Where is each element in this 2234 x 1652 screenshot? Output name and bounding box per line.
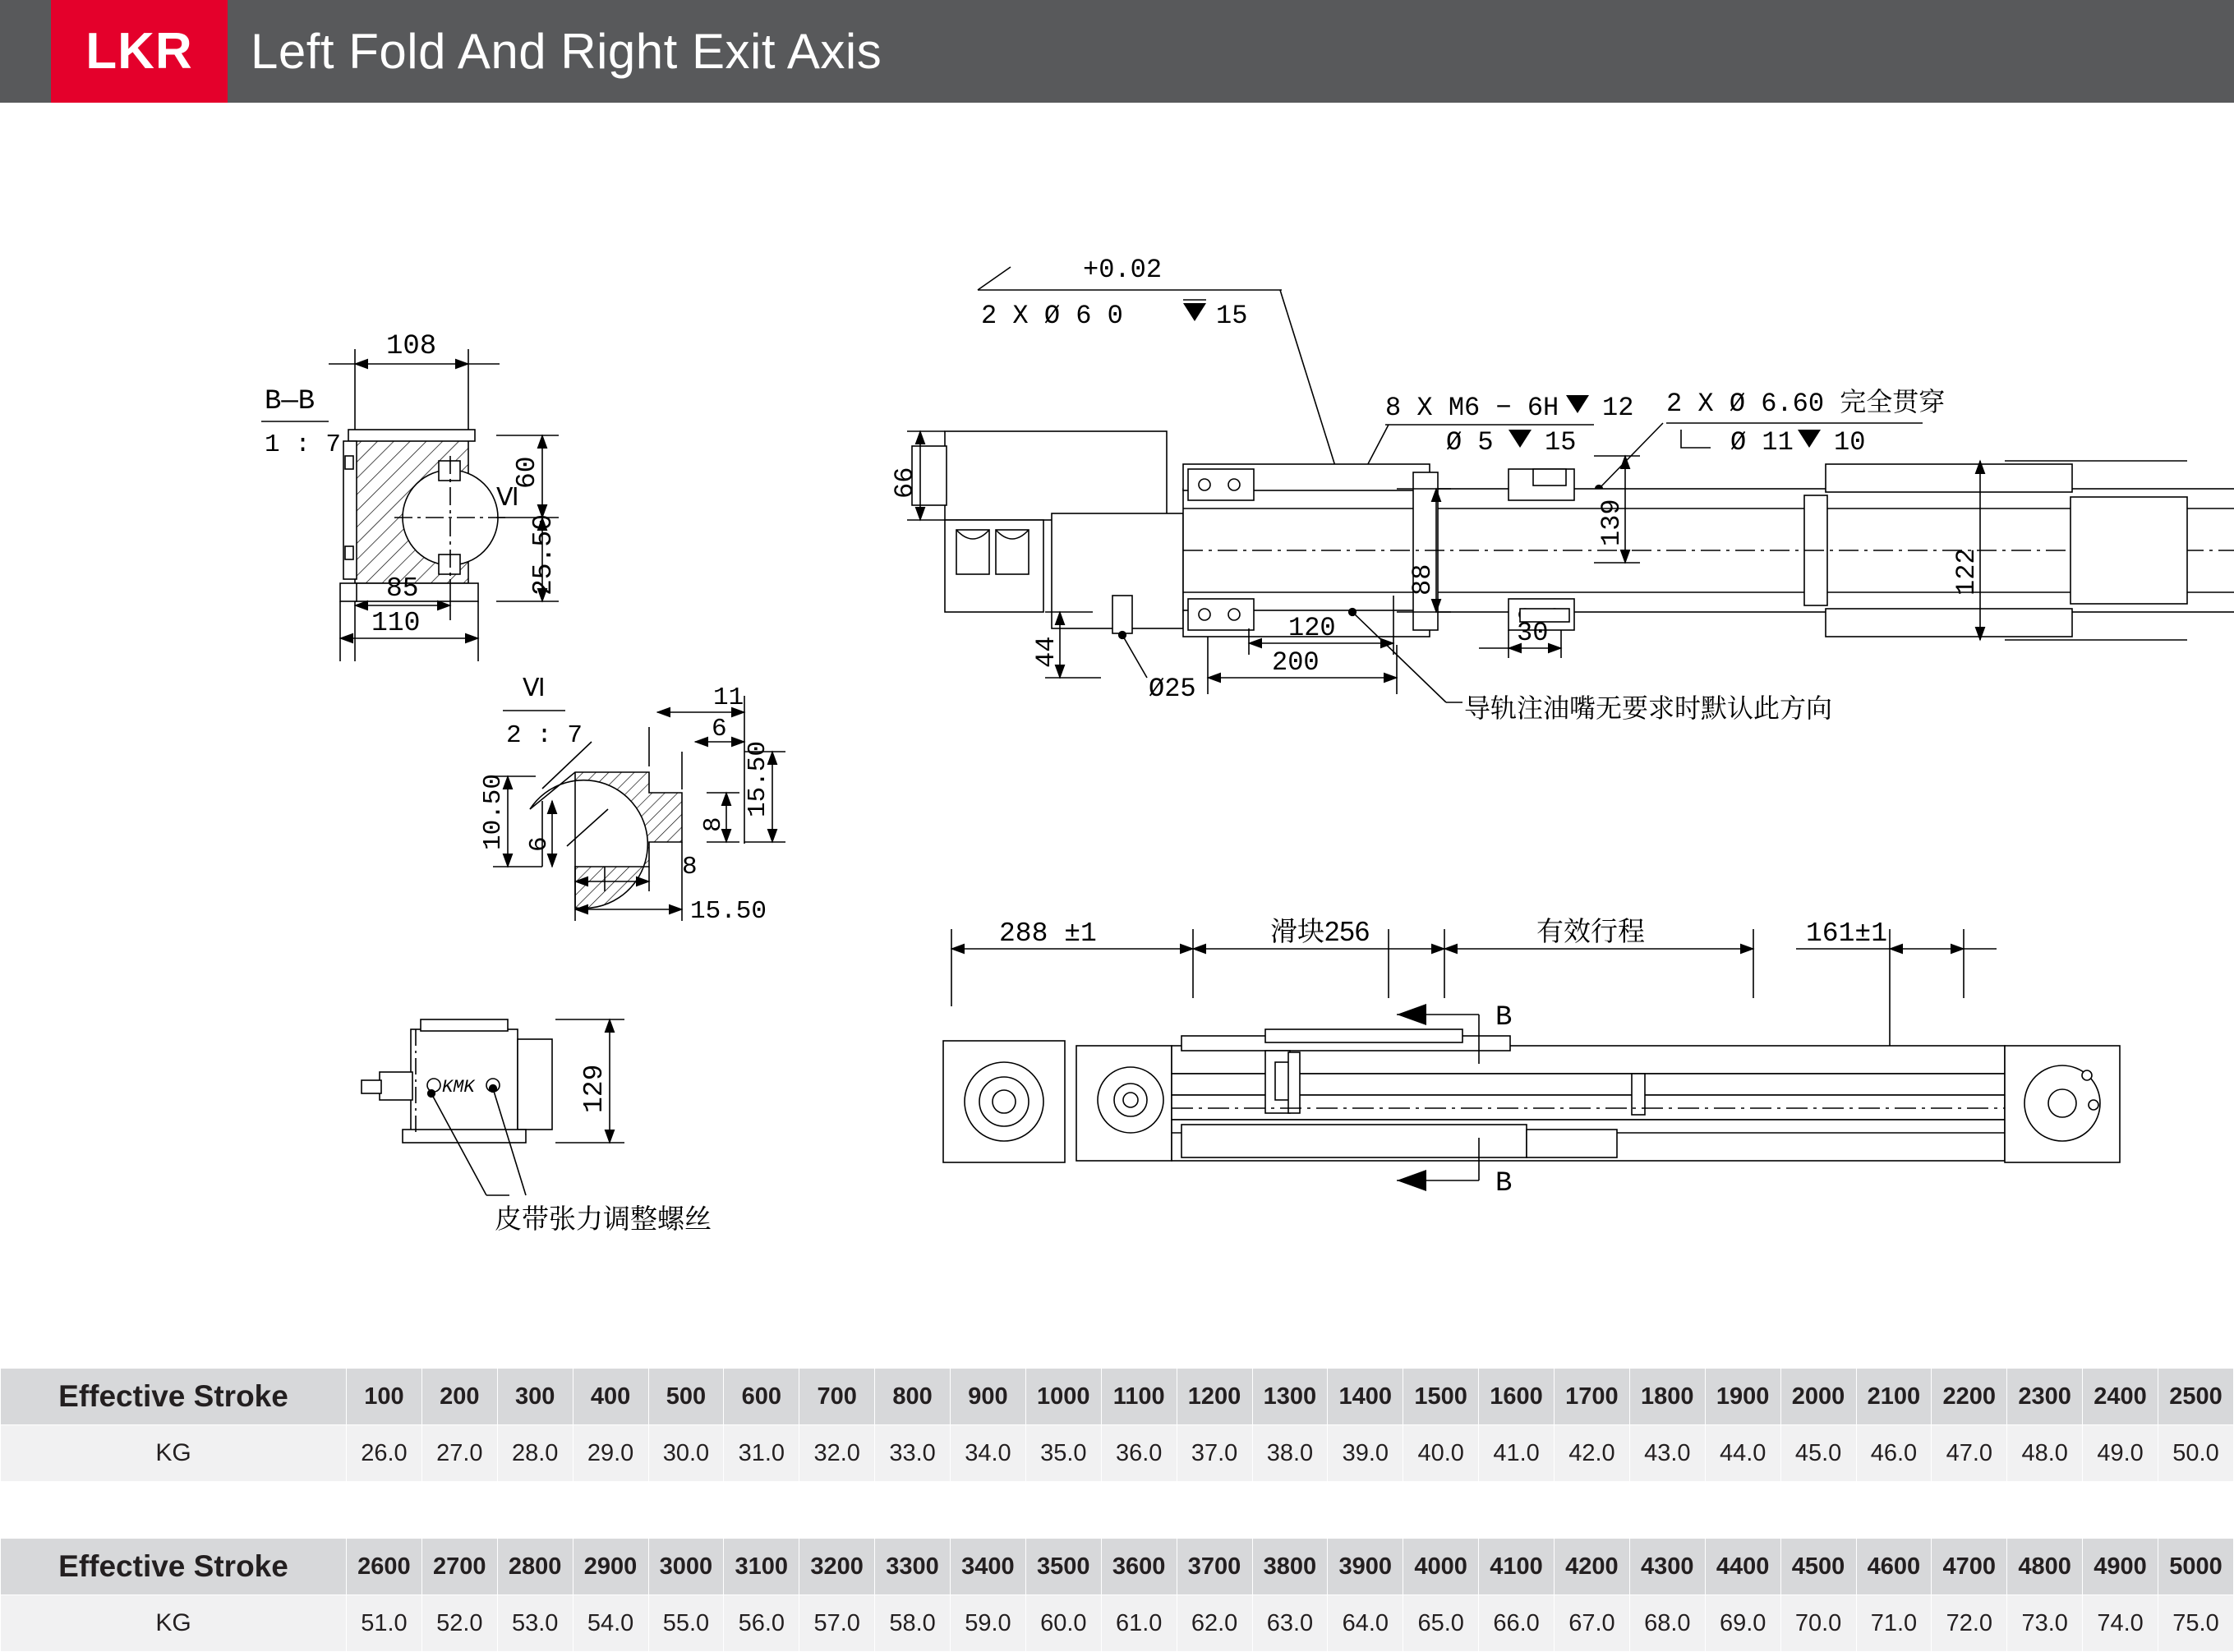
- kg-cell: 39.0: [1328, 1425, 1403, 1482]
- drawing-canvas: [0, 103, 2234, 1306]
- kg-cell: 31.0: [724, 1425, 799, 1482]
- stroke-cell: 2100: [1856, 1369, 1932, 1425]
- grease-direction-note: 导轨注油嘴无要求时默认此方向: [1464, 693, 1833, 723]
- stroke-cell: 3100: [724, 1539, 799, 1595]
- table-row-stroke-2: [1, 1539, 2234, 1595]
- stroke-cell: 4700: [1932, 1539, 2007, 1595]
- stroke-cell: 100: [347, 1369, 422, 1425]
- kg-cell: 44.0: [1705, 1425, 1780, 1482]
- stroke-cell: 2500: [2158, 1369, 2234, 1425]
- kg-cell: 75.0: [2158, 1595, 2234, 1652]
- kg-cell: 63.0: [1252, 1595, 1328, 1652]
- kg-cell: 46.0: [1856, 1425, 1932, 1482]
- kg-cell: 34.0: [951, 1425, 1026, 1482]
- stroke-cell: 5000: [2158, 1539, 2234, 1595]
- dim-88: 88: [1407, 564, 1438, 596]
- kg-cell: 70.0: [1780, 1595, 1856, 1652]
- dim-1550b: 15.50: [690, 897, 767, 926]
- dim-108: 108: [386, 331, 437, 362]
- stroke-cell: 3200: [799, 1539, 875, 1595]
- kg-cell: 52.0: [421, 1595, 497, 1652]
- kg-cell: 32.0: [799, 1425, 875, 1482]
- stroke-cell: 2600: [347, 1539, 422, 1595]
- dim-139: 139: [1596, 499, 1627, 546]
- kg-cell: 38.0: [1252, 1425, 1328, 1482]
- kg-cell: 45.0: [1780, 1425, 1856, 1482]
- dim-6b: 6: [525, 836, 554, 852]
- hole-note-2-depth: 12: [1602, 393, 1634, 423]
- dim-85: 85: [386, 573, 419, 604]
- dim-11: 11: [713, 683, 744, 712]
- stroke-cell: 500: [648, 1369, 724, 1425]
- kg-cell: 51.0: [347, 1595, 422, 1652]
- stroke-cell: 3900: [1328, 1539, 1403, 1595]
- stroke-cell: 4900: [2083, 1539, 2158, 1595]
- kg-cell: 43.0: [1629, 1425, 1705, 1482]
- stroke-cell: 1900: [1705, 1369, 1780, 1425]
- kg-cell: 28.0: [497, 1425, 573, 1482]
- stroke-cell: 2800: [497, 1539, 573, 1595]
- stroke-cell: 2200: [1932, 1369, 2007, 1425]
- stroke-cell: 2400: [2083, 1369, 2158, 1425]
- section-bb-view: [261, 331, 559, 661]
- section-bb-label: B—B: [265, 386, 316, 417]
- stroke-cell: 600: [724, 1369, 799, 1425]
- dim-129: 129: [579, 1064, 610, 1113]
- dim-6a: 6: [712, 715, 727, 743]
- stroke-cell: 4500: [1780, 1539, 1856, 1595]
- front-view: [943, 916, 2120, 1199]
- stroke-cell: 2000: [1780, 1369, 1856, 1425]
- stroke-cell: 3800: [1252, 1539, 1328, 1595]
- stroke-cell: 300: [497, 1369, 573, 1425]
- kg-cell: 62.0: [1177, 1595, 1252, 1652]
- kg-cell: 53.0: [497, 1595, 573, 1652]
- kg-cell: 56.0: [724, 1595, 799, 1652]
- kg-cell: 54.0: [573, 1595, 648, 1652]
- kg-cell: 61.0: [1101, 1595, 1177, 1652]
- row-label-stroke-1: Effective Stroke: [1, 1369, 347, 1425]
- stroke-cell: 900: [951, 1369, 1026, 1425]
- dim-60: 60: [512, 456, 542, 489]
- stroke-cell: 4000: [1403, 1539, 1479, 1595]
- kg-cell: 55.0: [648, 1595, 724, 1652]
- kg-cell: 30.0: [648, 1425, 724, 1482]
- hole-note-3b: Ø 11: [1730, 427, 1794, 458]
- kg-cell: 26.0: [347, 1425, 422, 1482]
- dim-1550a: 15.50: [744, 740, 772, 817]
- stroke-cell: 700: [799, 1369, 875, 1425]
- stroke-cell: 4800: [2007, 1539, 2083, 1595]
- kg-cell: 33.0: [875, 1425, 951, 1482]
- kg-cell: 41.0: [1479, 1425, 1555, 1482]
- kg-cell: 48.0: [2007, 1425, 2083, 1482]
- stroke-cell: 4300: [1629, 1539, 1705, 1595]
- dim-66: 66: [890, 467, 920, 499]
- dim-30: 30: [1517, 618, 1549, 648]
- table-row-kg-1: [1, 1425, 2234, 1482]
- dim-288: 288 ±1: [999, 918, 1097, 949]
- section-bb-scale: 1 : 7: [265, 430, 342, 459]
- dim-2550: 25.50: [528, 513, 559, 596]
- kg-cell: 66.0: [1479, 1595, 1555, 1652]
- hole-note-3b-depth: 10: [1834, 427, 1866, 458]
- stroke-cell: 200: [421, 1369, 497, 1425]
- table-spacer: [1, 1482, 2234, 1539]
- dim-120: 120: [1288, 613, 1336, 643]
- kg-cell: 64.0: [1328, 1595, 1403, 1652]
- motor-side-view: [362, 1019, 712, 1234]
- kg-cell: 65.0: [1403, 1595, 1479, 1652]
- kg-cell: 74.0: [2083, 1595, 2158, 1652]
- stroke-cell: 3400: [951, 1539, 1026, 1595]
- stroke-cell: 1800: [1629, 1369, 1705, 1425]
- dim-44: 44: [1031, 636, 1062, 668]
- row-label-stroke-2: Effective Stroke: [1, 1539, 347, 1595]
- kg-cell: 58.0: [875, 1595, 951, 1652]
- dim-110: 110: [371, 608, 421, 638]
- stroke-cell: 4200: [1555, 1539, 1630, 1595]
- kg-cell: 59.0: [951, 1595, 1026, 1652]
- stroke-cell: 4400: [1705, 1539, 1780, 1595]
- product-code-badge: [51, 0, 228, 103]
- stroke-cell: 1700: [1555, 1369, 1630, 1425]
- stroke-cell: 400: [573, 1369, 648, 1425]
- dim-122: 122: [1951, 548, 1982, 596]
- brand-mark: KMK: [442, 1077, 475, 1097]
- kg-cell: 68.0: [1629, 1595, 1705, 1652]
- dim-25: Ø25: [1149, 674, 1196, 704]
- kg-cell: 50.0: [2158, 1425, 2234, 1482]
- stroke-cell: 1100: [1101, 1369, 1177, 1425]
- belt-tension-note: 皮带张力调整螺丝: [495, 1203, 712, 1234]
- table-spacer-cell: [1, 1482, 2234, 1539]
- kg-cell: 37.0: [1177, 1425, 1252, 1482]
- dim-8a: 8: [699, 817, 728, 832]
- stroke-cell: 3600: [1101, 1539, 1177, 1595]
- top-view: [890, 255, 2234, 723]
- hole-note-2b: Ø 5: [1446, 427, 1494, 458]
- stroke-cell: 1300: [1252, 1369, 1328, 1425]
- kg-cell: 69.0: [1705, 1595, 1780, 1652]
- spec-table: [0, 1368, 2234, 1652]
- stroke-cell: 1000: [1025, 1369, 1101, 1425]
- kg-cell: 72.0: [1932, 1595, 2007, 1652]
- dim-161: 161±1: [1806, 918, 1888, 949]
- detail-mark-vi-top: Ⅵ: [496, 485, 519, 513]
- kg-cell: 71.0: [1856, 1595, 1932, 1652]
- hole-note-1-depth: 15: [1216, 301, 1248, 331]
- section-mark-b-lower: B: [1495, 1168, 1513, 1199]
- kg-cell: 73.0: [2007, 1595, 2083, 1652]
- stroke-cell: 2700: [421, 1539, 497, 1595]
- dim-slider-256: 滑块256: [1270, 916, 1370, 946]
- hole-note-1: 2 X Ø 6 0: [981, 301, 1123, 331]
- dim-1050: 10.50: [479, 773, 508, 850]
- stroke-cell: 2300: [2007, 1369, 2083, 1425]
- stroke-cell: 1200: [1177, 1369, 1252, 1425]
- detail-vi-view: [479, 676, 785, 926]
- kg-cell: 57.0: [799, 1595, 875, 1652]
- product-code-label: LKR: [85, 23, 193, 80]
- page-header: [0, 0, 2234, 103]
- hole-note-2b-depth: 15: [1545, 427, 1577, 458]
- stroke-cell: 4100: [1479, 1539, 1555, 1595]
- kg-cell: 42.0: [1555, 1425, 1630, 1482]
- stroke-cell: 3300: [875, 1539, 951, 1595]
- row-label-kg-1: KG: [1, 1425, 347, 1482]
- kg-cell: 40.0: [1403, 1425, 1479, 1482]
- dim-effective-stroke: 有效行程: [1536, 916, 1645, 946]
- stroke-cell: 3000: [648, 1539, 724, 1595]
- page-title: [251, 0, 882, 103]
- spec-table-wrap: [0, 1368, 2234, 1652]
- page-title-label: Left Fold And Right Exit Axis: [251, 24, 882, 79]
- hole-note-2: 8 X M6 − 6H: [1385, 393, 1559, 423]
- section-mark-b-upper: B: [1495, 1002, 1513, 1033]
- detail-vi-scale: 2 : 7: [506, 721, 583, 750]
- row-label-kg-2: KG: [1, 1595, 347, 1652]
- stroke-cell: 3700: [1177, 1539, 1252, 1595]
- dim-200: 200: [1272, 647, 1320, 678]
- stroke-cell: 1400: [1328, 1369, 1403, 1425]
- kg-cell: 27.0: [421, 1425, 497, 1482]
- stroke-cell: 1600: [1479, 1369, 1555, 1425]
- hole-note-3: 2 X Ø 6.60 完全贯穿: [1666, 389, 1946, 419]
- kg-cell: 36.0: [1101, 1425, 1177, 1482]
- kg-cell: 67.0: [1555, 1595, 1630, 1652]
- stroke-cell: 2900: [573, 1539, 648, 1595]
- kg-cell: 49.0: [2083, 1425, 2158, 1482]
- stroke-cell: 4600: [1856, 1539, 1932, 1595]
- stroke-cell: 3500: [1025, 1539, 1101, 1595]
- stroke-cell: 800: [875, 1369, 951, 1425]
- tolerance-top: +0.02: [1083, 255, 1163, 285]
- detail-vi-label: Ⅵ: [523, 676, 546, 704]
- table-row-stroke-1: [1, 1369, 2234, 1425]
- kg-cell: 35.0: [1025, 1425, 1101, 1482]
- kg-cell: 47.0: [1932, 1425, 2007, 1482]
- kg-cell: 60.0: [1025, 1595, 1101, 1652]
- technical-drawing: [0, 103, 2234, 1306]
- table-row-kg-2: [1, 1595, 2234, 1652]
- kg-cell: 29.0: [573, 1425, 648, 1482]
- dim-8b: 8: [682, 853, 698, 881]
- stroke-cell: 1500: [1403, 1369, 1479, 1425]
